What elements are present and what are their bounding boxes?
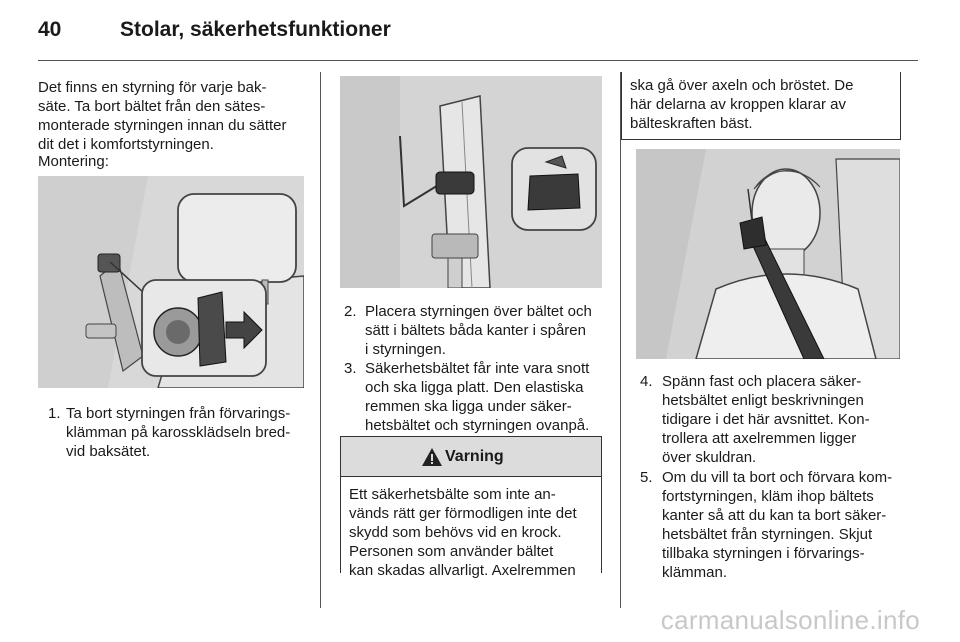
- step-3: [340, 359, 610, 439]
- text-line: klämman på karossklädseln bred-: [66, 424, 291, 441]
- step-5: [636, 468, 906, 588]
- warning-continuation-box: [621, 72, 901, 140]
- intro-paragraph: [38, 78, 310, 154]
- text-line: hetsbältet enligt beskrivningen: [662, 392, 864, 409]
- passenger-belt-illustration: [636, 149, 900, 359]
- text-line: monterade styrningen innan du sätter: [38, 117, 287, 134]
- step-number: 5.: [640, 469, 653, 486]
- step-number: 2.: [344, 303, 357, 320]
- step-text: [662, 468, 892, 582]
- step-number: 3.: [344, 360, 357, 377]
- text-line: över skuldran.: [662, 449, 757, 466]
- header-divider: [38, 60, 918, 61]
- text-line: fortstyrningen, kläm ihop bältets: [662, 488, 874, 505]
- text-line: trollera att axelremmen ligger: [662, 430, 857, 447]
- text-line: i styrningen.: [365, 341, 446, 358]
- warning-header: [341, 437, 601, 477]
- text-line: säte. Ta bort bältet från den sätes-: [38, 98, 266, 115]
- warning-box: [340, 436, 602, 579]
- text-line: Ett säkerhetsbälte som inte an-: [349, 486, 556, 503]
- page-title: Stolar, säkerhetsfunktioner: [120, 18, 391, 41]
- step-2: [340, 302, 610, 362]
- text-line: kan skadas allvarligt. Axelremmen: [349, 562, 576, 579]
- text-line: vid baksätet.: [66, 443, 151, 460]
- step-number: 4.: [640, 373, 653, 390]
- text-line: kanter så att du kan ta bort säker-: [662, 507, 887, 524]
- text-line: här delarna av kroppen klarar av: [630, 96, 846, 113]
- column-divider: [620, 72, 621, 608]
- watermark: carmanualsonline.info: [660, 605, 920, 635]
- step-text: [662, 372, 870, 467]
- text-line: skydd som behövs vid en krock.: [349, 524, 562, 541]
- step-text: [365, 302, 592, 359]
- text-line: Personen som använder bältet: [349, 543, 554, 560]
- text-line: Spänn fast och placera säker-: [662, 373, 862, 390]
- text-line: ska gå över axeln och bröstet. De: [630, 77, 854, 94]
- text-line: Om du vill ta bort och förvara kom-: [662, 469, 893, 486]
- belt-guide-removal-illustration: [38, 176, 304, 388]
- step-number: 1.: [48, 405, 61, 422]
- text-line: vänds rätt ger förmodligen inte det: [349, 505, 577, 522]
- page-number: 40: [38, 18, 62, 41]
- step-text: [66, 404, 290, 461]
- montering-label: Montering:: [38, 153, 109, 170]
- text-line: Säkerhetsbältet får inte vara snott: [365, 360, 590, 377]
- step-1: [38, 404, 310, 464]
- text-line: tillbaka styrningen i förvarings-: [662, 545, 865, 562]
- text-line: hetsbältet från styrningen. Skjut: [662, 526, 873, 543]
- text-line: dit det i komfortstyrningen.: [38, 136, 214, 153]
- text-line: remmen ska ligga under säker-: [365, 398, 572, 415]
- text-line: Ta bort styrningen från förvarings-: [66, 405, 291, 422]
- step-text: [365, 359, 589, 435]
- warning-continuation-text: [630, 76, 896, 133]
- warning-text: [349, 485, 599, 580]
- text-line: tidigare i det här avsnittet. Kon-: [662, 411, 870, 428]
- text-line: Det finns en styrning för varje bak-: [38, 79, 267, 96]
- text-line: bälteskraften bäst.: [630, 115, 753, 132]
- page-header: [38, 18, 918, 48]
- column-divider: [320, 72, 321, 608]
- text-line: sätt i bältets båda kanter i spåren: [365, 322, 586, 339]
- warning-triangle-icon: [421, 447, 443, 467]
- text-line: Placera styrningen över bältet och: [365, 303, 592, 320]
- step-4: [636, 372, 906, 472]
- warning-title: Varning: [445, 448, 504, 465]
- text-line: och ska ligga platt. Den elastiska: [365, 379, 584, 396]
- belt-guide-placement-illustration: [340, 76, 602, 288]
- text-line: klämman.: [662, 564, 728, 581]
- text-line: hetsbältet och styrningen ovanpå.: [365, 417, 590, 434]
